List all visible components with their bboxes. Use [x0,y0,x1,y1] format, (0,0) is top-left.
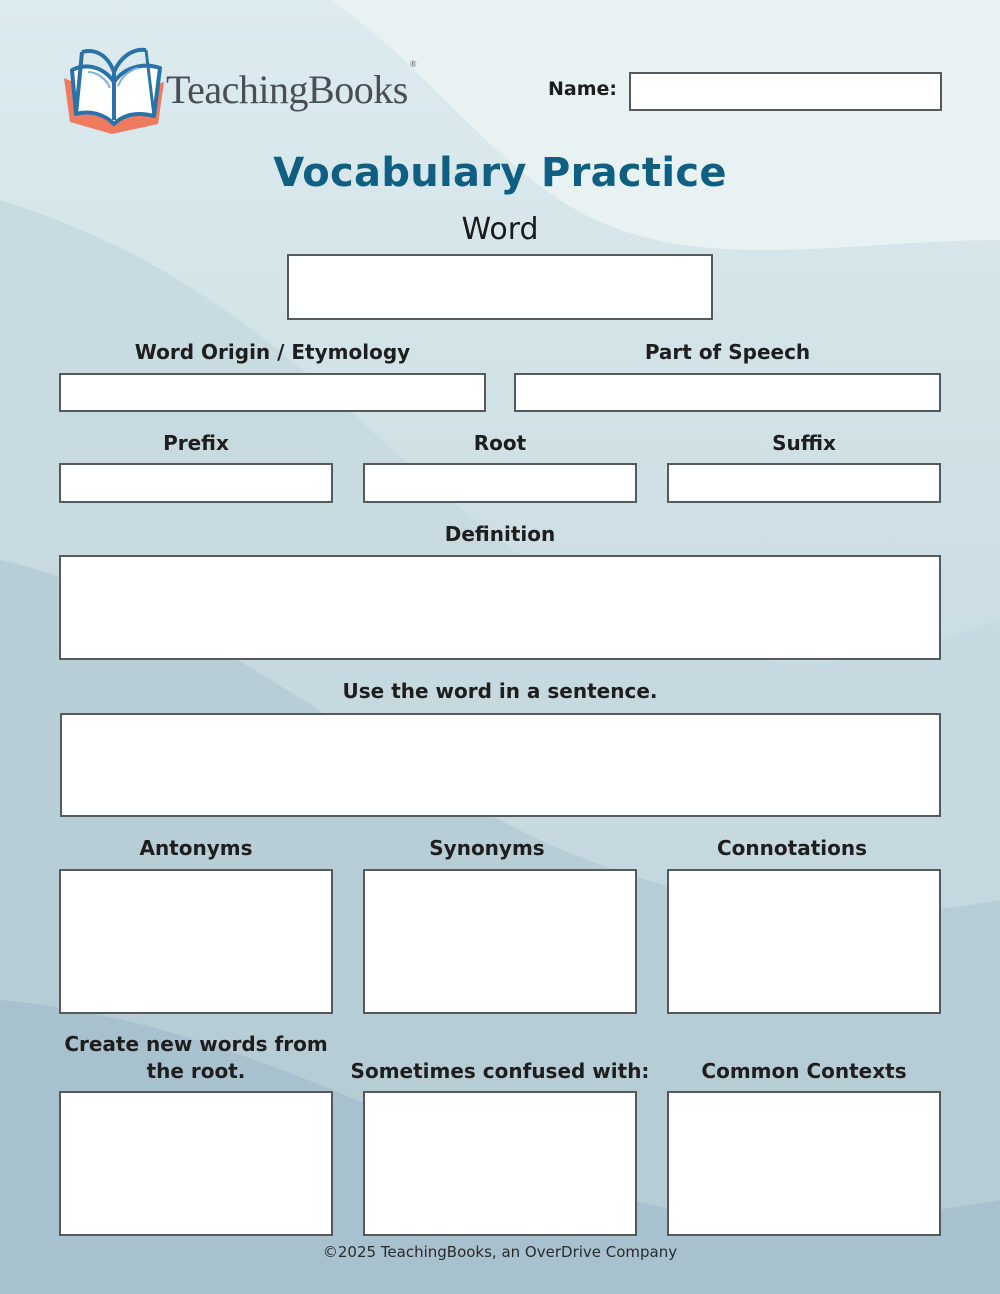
prefix-label: Prefix [163,431,229,455]
suffix-input[interactable] [667,463,941,503]
root-input[interactable] [363,463,637,503]
brand-name: TeachingBooks® [166,58,417,112]
word-origin-input[interactable] [59,373,486,412]
name-label: Name: [548,78,618,100]
teachingbooks-logo [60,42,440,138]
sentence-input[interactable] [60,713,941,817]
word-input[interactable] [287,254,713,320]
common-contexts-label: Common Contexts [701,1059,907,1083]
page-title: Vocabulary Practice [273,150,727,196]
synonyms-label: Synonyms [429,836,545,860]
synonyms-input[interactable] [363,869,637,1014]
sentence-label: Use the word in a sentence. [342,679,658,703]
connotations-label: Connotations [717,836,867,860]
word-label: Word [461,212,539,247]
new-words-label: Create new words from the root. [64,1032,328,1083]
part-of-speech-label: Part of Speech [644,340,811,364]
suffix-label: Suffix [772,431,836,455]
copyright-footer: ©2025 TeachingBooks, an OverDrive Company [322,1243,678,1261]
confused-with-label: Sometimes confused with: [350,1059,650,1083]
root-label: Root [473,431,527,455]
name-input[interactable] [629,72,942,111]
new-words-input[interactable] [59,1091,333,1236]
definition-label: Definition [444,522,556,546]
word-origin-label: Word Origin / Etymology [134,340,411,364]
definition-input[interactable] [59,555,941,660]
antonyms-input[interactable] [59,869,333,1014]
connotations-input[interactable] [667,869,941,1014]
open-book-icon [60,42,170,138]
prefix-input[interactable] [59,463,333,503]
common-contexts-input[interactable] [667,1091,941,1236]
part-of-speech-input[interactable] [514,373,941,412]
confused-with-input[interactable] [363,1091,637,1236]
antonyms-label: Antonyms [139,836,253,860]
